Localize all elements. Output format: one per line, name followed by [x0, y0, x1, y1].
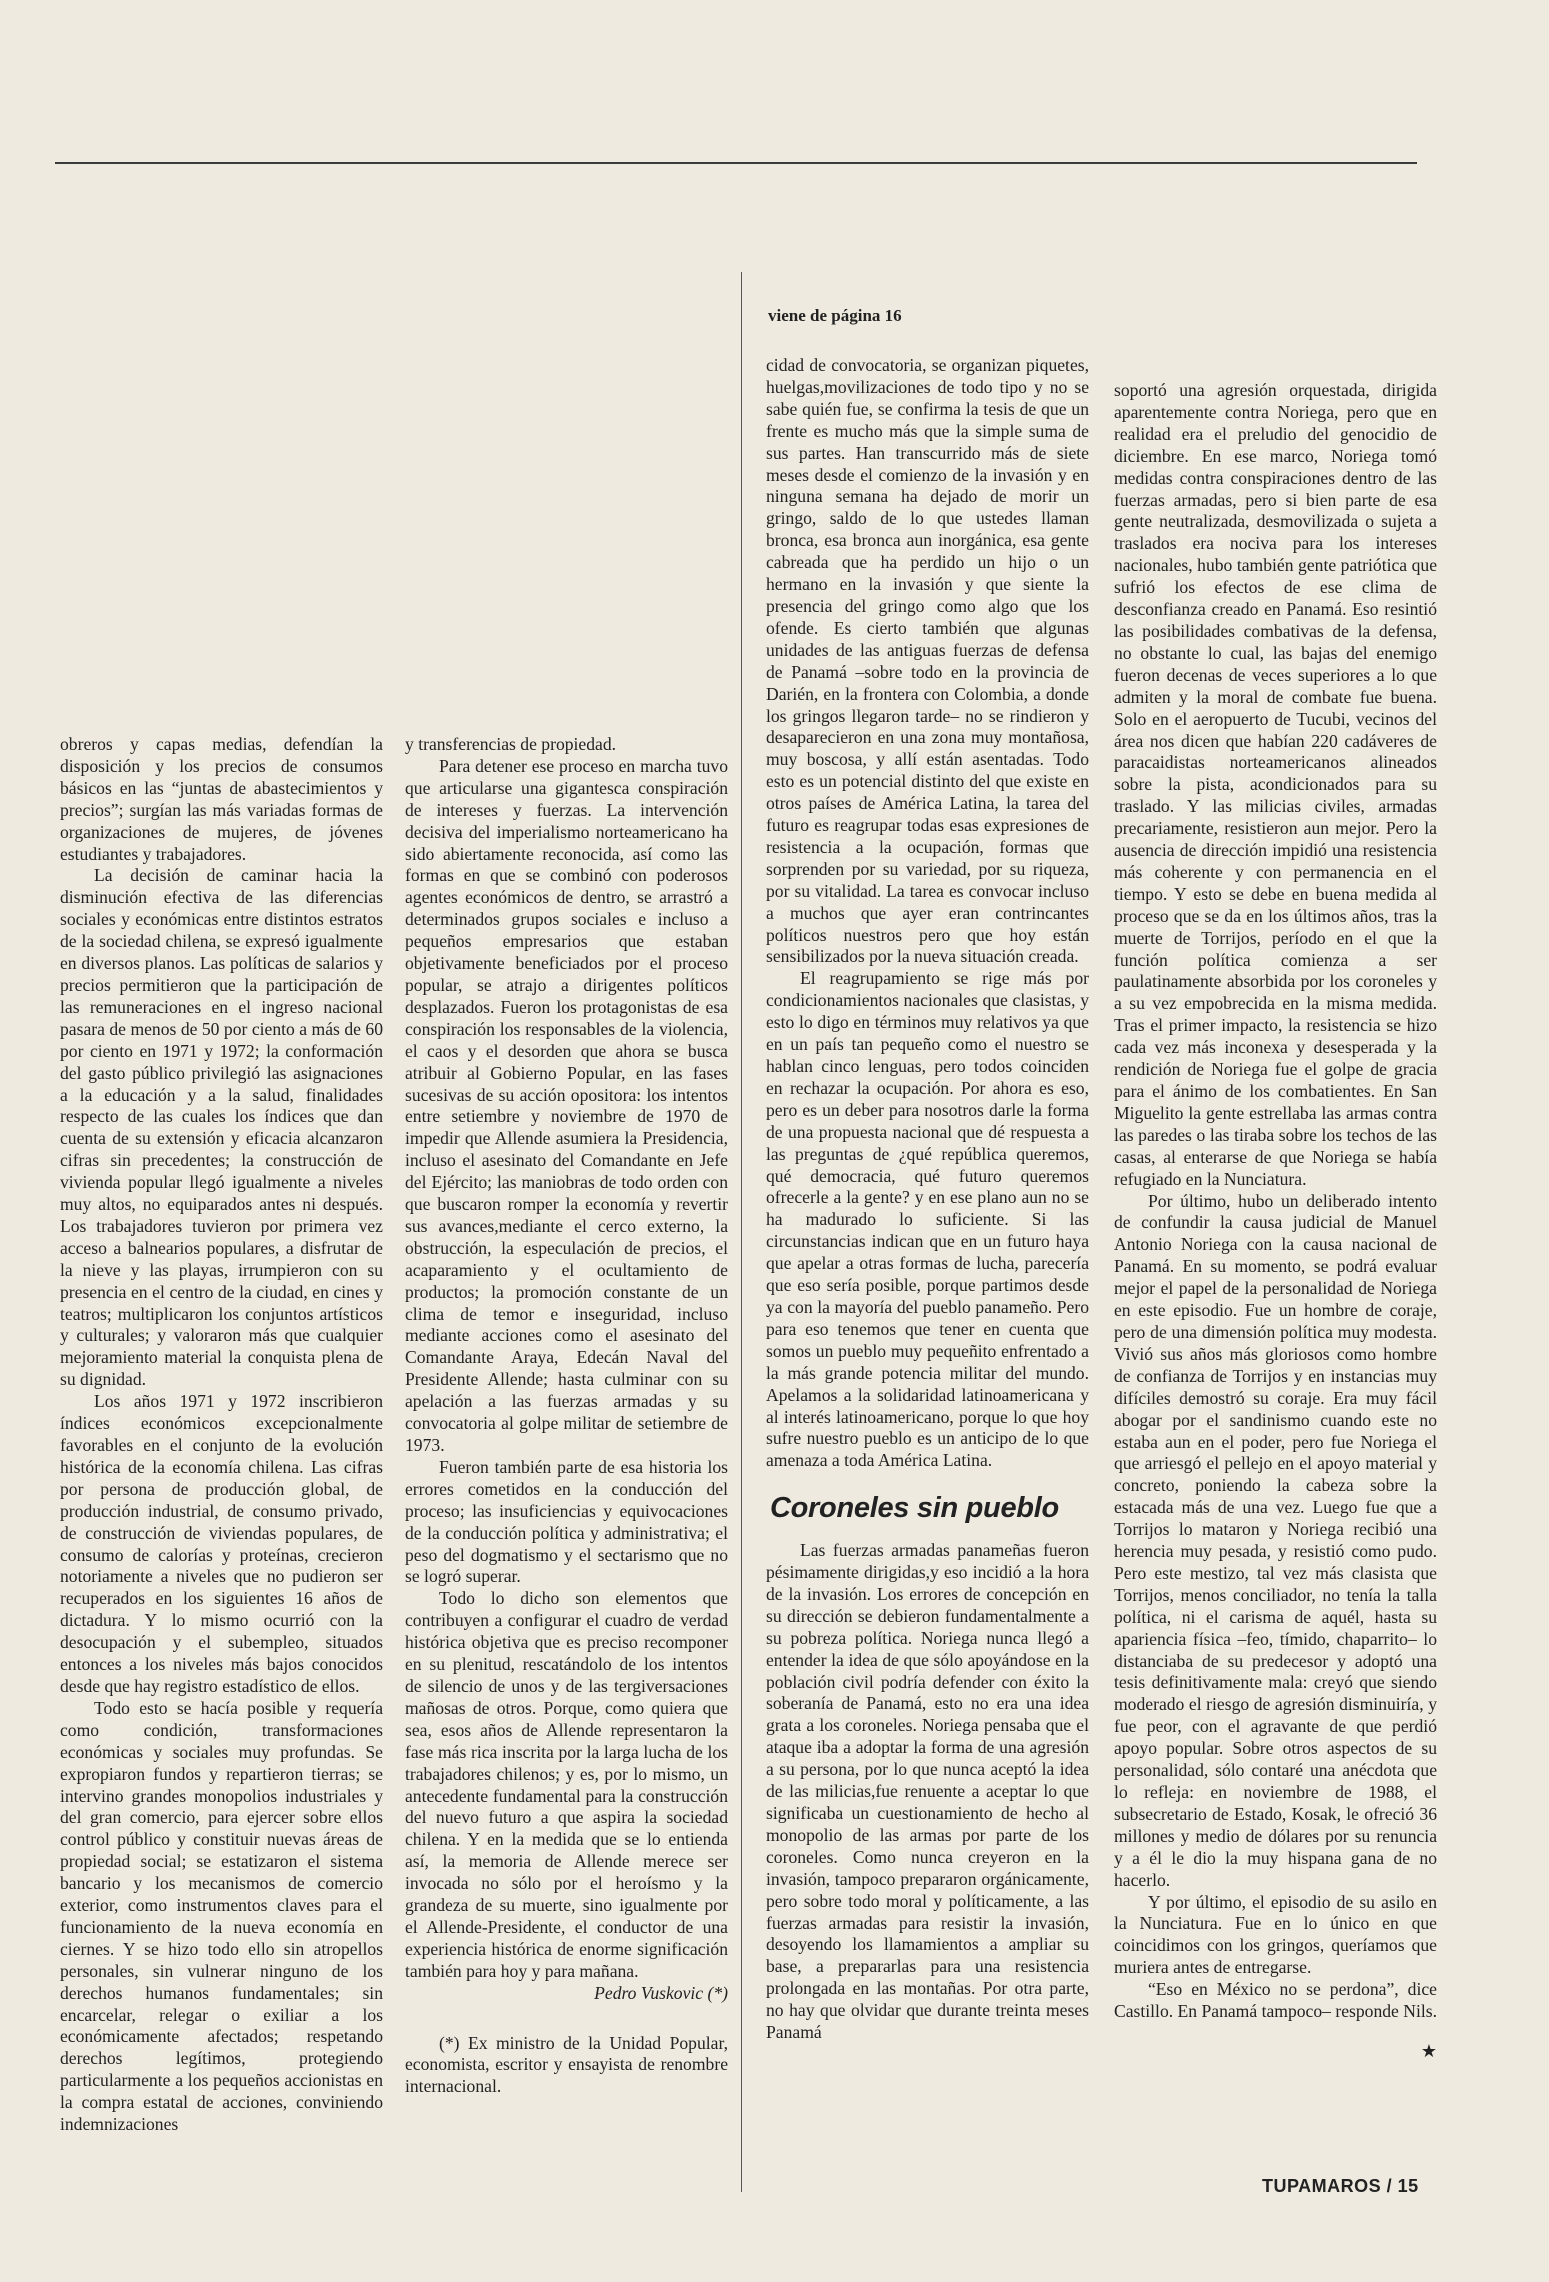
paragraph: y transferencias de propiedad.: [405, 734, 617, 754]
paragraph: Las fuerzas armadas panameñas fueron pésimamente dirigidas,y eso incidió a la hora de la invasión. Los errores de concepción en su dirección se debieron fundamentalmente a su pobreza política. Noriega nunca llegó a entender la idea de que sólo apoyándose en la población civil podría defender con éxito la soberanía de Panamá, esto no era una idea grata a los coroneles. Noriega pensaba que el ataque iba a adoptar la forma de una agresión a su persona, por lo que nunca aceptó la idea de las milicias,fue renuente a aceptar lo que significaba un cuestionamiento de hecho al monopolio de las armas por parte de los coroneles. Como nunca creyeron en la invasión, tampoco prepararon orgánicamente, pero sobre todo moral y políticamente, a las fuerzas armadas para resistir la invasión, desoyendo los llamamientos a ampliar su base, a prepararlas para una resistencia prolongada en las montañas. Por otra parte, no hay que olvidar que durante treinta meses Panamá: [766, 1540, 1089, 2043]
paragraph: Todo lo dicho son elementos que contribuyen a configurar el cuadro de verdad histórica objetiva que es preciso recomponer en su plenitud, rescatándolo de los intentos de silencio de unos y de las tergiversaciones mañosas de otros. Porque, como quiera que sea, esos años de Allende representaron la fase más rica inscrita por la larga lucha de los trabajadores chilenos; y es, por lo mismo, un antecedente fundamental para la construcción del nuevo futuro a que aspira la sociedad chilena. Y en la medida que se lo entienda así, la memoria de Allende merece ser invocada no sólo por el heroísmo y la grandeza de su muerte, sino igualmente por el Allende-Presidente, el conductor de una experiencia histórica de enorme significación también para hoy y para mañana.: [405, 1588, 728, 1981]
paragraph: cidad de convocatoria, se organizan piquetes, huelgas,movilizaciones de todo tipo y no se sabe quién fue, se confirma la tesis de que un frente es mucho más que la simple suma de sus partes. Han transcurrido más de siete meses desde el comienzo de la invasión y en ninguna semana ha dejado de morir un gringo, saldo de lo que ustedes llaman bronca, esa bronca aun inorgánica, esa gente cabreada que ha perdido un hijo o un hermano en la invasión y que siente la presencia del gringo como algo que los ofende. Es cierto también que algunas unidades de las antiguas fuerzas de defensa de Panamá –sobre todo en la provincia de Darién, en la frontera con Colombia, a donde los gringos llegaron tarde– no se rindieron y desaparecieron en una zona muy montañosa, muy boscosa, y allí están asentadas. Todo esto es un potencial distinto del que existe en otros países de América Latina, la tarea del futuro es reagrupar todas esas expresiones de resistencia a la ocupación, formas que sorprenden por su variedad, por su riqueza, por su vitalidad. La tarea es convocar incluso a muchos que ayer eran contrincantes políticos nuestros pero que hoy están sensibilizados por la nueva situación creada.: [766, 355, 1089, 967]
end-star-icon: ★: [1420, 2040, 1437, 2061]
page-footer: TUPAMAROS / 15: [1262, 2176, 1419, 2196]
paragraph: El reagrupamiento se rige más por condicionamientos nacionales que clasistas, y esto lo digo en términos muy relativos ya que en un país tan pequeño como el nuestro se hablan cinco lenguas, pero todos coinciden en rechazar la ocupación. Por ahora es eso, pero es un deber para nosotros darle la forma de una propuesta nacional que dé respuesta a las preguntas de ¿qué república queremos, qué democracia, qué futuro queremos ofrecerle a la gente? y en ese plano aun no se ha madurado lo suficiente. Si las circunstancias indican que en un futuro haya que apelar a otras formas de lucha, parecería que eso sería posible, porque partimos desde ya con la mayoría del pueblo panameño. Pero para eso tenemos que tener en cuenta que somos un pueblo muy pequeñito enfrentado a la más grande potencia militar del mundo. Apelamos a la solidaridad latinoamericana y al interés latinoamericano, porque lo que hoy sufre nuestro pueblo es un anticipo de lo que amenaza a toda América Latina.: [766, 968, 1089, 1471]
paragraph: “Eso en México no se perdona”, dice Castillo. En Panamá tampoco– responde Nils.: [1114, 1979, 1437, 2022]
column-divider: [741, 272, 742, 2192]
column-4: [1114, 380, 1437, 2063]
paragraph: Todo esto se hacía posible y requería como condición, transformaciones económicas y sociales muy profundas. Se expropiaron fundos y repartieron tierras; se intervino grandes monopolios industriales y del gran comercio, para ejercer sobre ellos control público y constituir nuevas áreas de propiedad social; se estatizaron el sistema bancario y los mecanismos de comercio exterior, como instrumentos claves para el funcionamiento de la nueva economía en ciernes. Y se hizo todo ello sin atropellos personales, sin vulnerar ninguno de los derechos humanos fundamentales; sin encarcelar, relegar o exiliar a los económicamente afectados; respetando derechos legítimos, protegiendo particularmente a los pequeños accionistas en la compra estatal de acciones, conviniendo indemnizaciones: [60, 1697, 383, 2135]
column-3: [766, 355, 1089, 2044]
paragraph: Fueron también parte de esa historia los errores cometidos en la conducción del proceso; las insuficiencias y equivocaciones de la conducción política y administrativa; el peso del dogmatismo y el sectarismo que no se logró superar.: [405, 1456, 728, 1587]
continued-from-label: viene de página 16: [768, 306, 902, 325]
top-rule: [55, 162, 1417, 164]
column-1: [60, 734, 383, 2136]
paragraph: La decisión de caminar hacia la disminución efectiva de las diferencias sociales y económicas entre distintos estratos de la sociedad chilena, se expresó igualmente en diversos planos. Las políticas de salarios y precios permitieron que la participación de las remuneraciones en el ingreso nacional pasara de menos de 50 por ciento a más de 60 por ciento en 1971 y 1972; la conformación del gasto público privilegió las asignaciones a la educación y a la salud, finalidades respecto de las cuales los índices que dan cuenta de su extensión y eficacia alcanzaron cifras sin precedentes; la construcción de vivienda popular llegó igualmente a niveles muy altos, no equiparados antes ni después. Los trabajadores tuvieron por primera vez acceso a balnearios populares, a disfrutar de la nieve y las playas, irrumpieron con su presencia en el centro de la ciudad, en cines y teatros; multiplicaron los conjuntos artísticos y culturales; y valoraron más que cualquier mejoramiento material la conquista plena de su dignidad.: [60, 865, 383, 1390]
paragraph: Por último, hubo un deliberado intento de confundir la causa judicial de Manuel Antonio Noriega con la causa nacional de Panamá. En su momento, se podrá evaluar mejor el papel de la personalidad de Noriega en este episodio. Fue un hombre de coraje, pero de una dimensión política muy modesta. Vivió sus años más gloriosos como hombre de confianza de Torrijos y en instancias muy difíciles demostró su coraje. Era muy fácil abogar por el sandinismo cuando este no estaba aun en el poder, pero fue Noriega el que arriesgó el pellejo en el apoyo material y concreto, poniendo la cabeza sobre la estacada más de una vez. Luego fue que a Torrijos lo mataron y Noriega recibió una herencia muy pesada, y resistió como pudo. Pero este mestizo, tal vez más clasista que Torrijos, menos conciliador, no tenía la talla política, ni el carisma de aquél, hasta su apariencia física –feo, tímido, chaparrito– lo distanciaba de su predecesor y adoptó una tesis definitivamente mala: creyó que siendo moderado el riesgo de agresión disminuiría, y fue peor, con el agravante de que perdió apoyo popular. Sobre otros aspectos de su personalidad, sólo contaré una anécdota que lo refleja: en noviembre de 1988, el subsecretario de Estado, Kosak, le ofreció 36 millones y medio de dólares por su renuncia y a él le dio la muy hispana gana de no hacerlo.: [1114, 1190, 1437, 1890]
paragraph: obreros y capas medias, defendían la disposición y los precios de consumos básicos en las “juntas de abastecimientos y precios”; surgían las más variadas formas de organizaciones de mujeres, de jóvenes estudiantes y trabajadores.: [60, 734, 383, 864]
paragraph: Los años 1971 y 1972 inscribieron índices económicos excepcionalmente favorables en el conjunto de la evolución histórica de la economía chilena. Las cifras por persona de producción global, de producción industrial, de consumo privado, de construcción de viviendas populares, de consumo de calorías y proteínas, crecieron notoriamente a niveles que no pudieron ser recuperados en los siguientes 16 años de dictadura. Y lo mismo ocurrió con la desocupación y el subempleo, situados entonces a los niveles más bajos conocidos desde que hay registro estadístico de ellos.: [60, 1391, 383, 1696]
paragraph: Y por último, el episodio de su asilo en la Nunciatura. Fue en lo único en que coincidimos con los gringos, queríamos que muriera antes de entregarse.: [1114, 1891, 1437, 1978]
paragraph: soportó una agresión orquestada, dirigida aparentemente contra Noriega, pero que en realidad era el preludio del genocidio de diciembre. En ese marco, Noriega tomó medidas contra conspiraciones dentro de las fuerzas armadas, pero si bien parte de esa gente neutralizada, desmovilizada o sujeta a traslados era nociva para los intereses nacionales, hubo también gente patriótica que sufrió los efectos de ese clima de desconfianza creado en Panamá. Eso resintió las posibilidades combativas de la defensa, no obstante lo cual, las bajas del enemigo fueron decenas de veces superiores a lo que admiten y la moral de combate fue buena. Solo en el aeropuerto de Tucubi, vecinos del área nos dicen que habían 220 cadáveres de paracaidistas norteamericanos alineados sobre la pista, acondicionados para su traslado. Y las milicias civiles, armadas precariamente, resistieron aun mejor. Pero la ausencia de dirección impidió una resistencia más coherente y con permanencia en el tiempo. Y esto se debe en buena medida al proceso que se da en los últimos años, tras la muerte de Torrijos, período en el que la función política comienza a ser paulatinamente absorbida por los coroneles y a su vez empobrecida en la misma medida. Tras el primer impacto, la resistencia se hizo cada vez más inconexa y desesperada y la rendición de Noriega fue el golpe de gracia para el ánimo de los combatientes. En San Miguelito la gente estrellaba las armas contra las paredes o las tiraba sobre los techos de las casas, al enterarse de que Noriega se había refugiado en la Nunciatura.: [1114, 380, 1437, 1189]
author-signature: Pedro Vuskovic (*): [594, 1982, 728, 2003]
footnote: (*) Ex ministro de la Unidad Popular, economista, escritor y ensayista de renombre internacional.: [405, 2032, 728, 2097]
column-2: [405, 734, 728, 2098]
paragraph: Para detener ese proceso en marcha tuvo que articularse una gigantesca conspiración de intereses y fuerzas. La intervención decisiva del imperialismo norteamericano ha sido abiertamente reconocida, así como las formas en que se combinó con poderosos agentes económicos de dentro, se arrastró a determinados grupos sociales e incluso a pequeños empresarios que estaban objetivamente beneficiados por el proceso popular, se atrajo a dirigentes políticos desplazados. Fueron los protagonistas de esa conspiración los responsables de la violencia, el caos y el desorden que ahora se busca atribuir al Gobierno Popular, en las fases sucesivas de su acción opositora: los intentos entre setiembre y noviembre de 1970 de impedir que Allende asumiera la Presidencia, incluso el asesinato del Comandante en Jefe del Ejército; las maniobras de todo orden con que buscaron romper la economía y revertir sus avances,mediante el cerco externo, la obstrucción, la especulación de precios, el acaparamiento y el ocultamiento de productos; la promoción constante de un clima de temor e inseguridad, incluso mediante acciones como el asesinato del Comandante Araya, Edecán Naval del Presidente Allende; hasta culminar con su apelación a las fuerzas armadas y su convocatoria al golpe militar de setiembre de 1973.: [405, 755, 728, 1455]
section-heading: Coroneles sin pueblo: [770, 1492, 1059, 1525]
